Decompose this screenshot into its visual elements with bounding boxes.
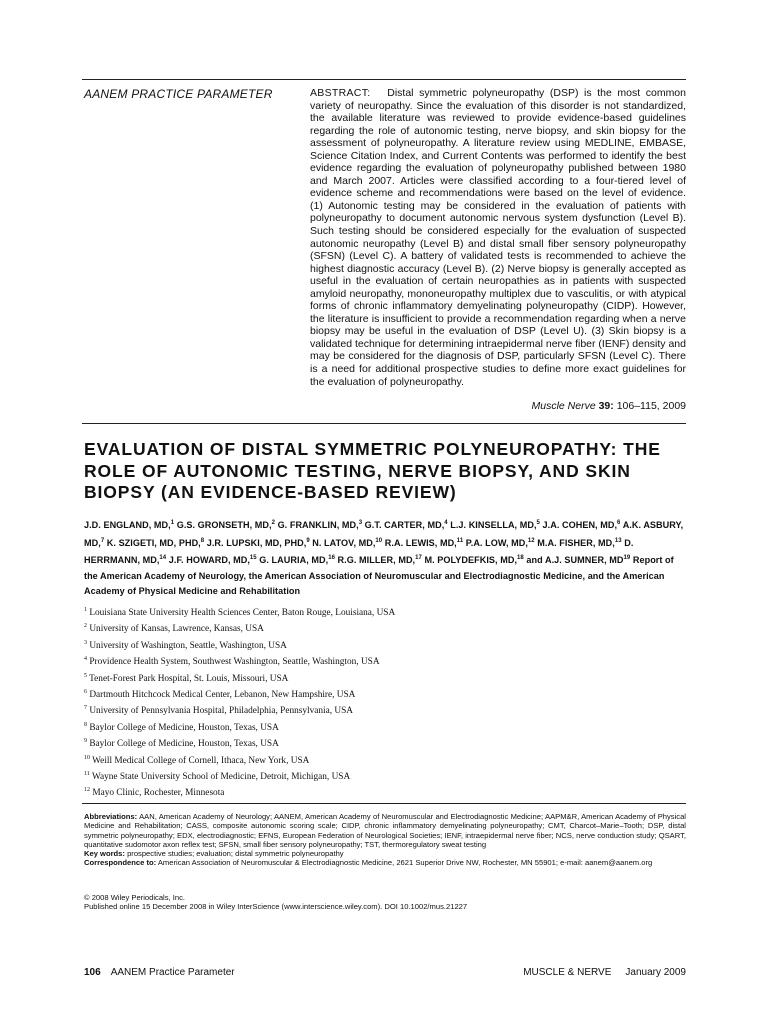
affiliation-text: Wayne State University School of Medicine, Detroit, Michigan, USA	[91, 772, 351, 782]
affiliation-number: 7	[84, 705, 87, 712]
affiliation-number: 2	[84, 623, 87, 630]
author-name: G. FRANKLIN, MD,	[277, 520, 359, 531]
affiliation-item	[84, 653, 584, 669]
author-affiliation-mark: 15	[249, 555, 257, 562]
correspondence-text: American Association of Neuromuscular & Electrodiagnostic Medicine, 2621 Superior Drive NW, Rochester, MN 55901; e-mail: aanem@aanem.org	[157, 858, 653, 868]
copyright: © 2008 Wiley Periodicals, Inc.	[84, 893, 185, 902]
author-affiliation-mark: 5	[536, 520, 540, 526]
citation-volume: 39:	[598, 400, 614, 412]
author-name: R.A. LEWIS, MD,	[384, 537, 457, 548]
author-affiliation-mark: 13	[614, 537, 622, 544]
affiliation-number: 5	[84, 672, 87, 679]
author-affiliation-mark: 8	[200, 537, 205, 544]
middle-rule	[82, 423, 686, 424]
author-affiliation-mark: 6	[617, 520, 621, 526]
publication-info	[84, 893, 686, 912]
affiliation-text: Tenet-Forest Park Hospital, St. Louis, Missouri, USA	[89, 673, 289, 684]
abbreviations-block	[84, 812, 686, 868]
affiliation-number: 8	[84, 721, 87, 728]
affiliation-item	[84, 735, 584, 751]
abstract-text: Distal symmetric polyneuropathy (DSP) is the most common variety of neuropathy. Since the evaluation of this disorder is not standardized, the available literature was reviewed to provide evidence-based guidelines regarding the role of autonomic testing, nerve biopsy, and skin biopsy for the assessment of polyneuropathy. A literature review using MEDLINE, EMBASE, Science Citation Index, and Current Contents was performed to identify the best evidence regarding the evaluation of polyneuropathy published between 1980 and March 2007. Articles were classified according to a four-tiered level of evidence scheme and recommendations were based on the level of evidence. (1) Autonomic testing may be considered in the evaluation of patients with polyneuropathy to document autonomic nervous system dysfunction (Level B). Such testing should be considered especially for the evaluation of suspected autonomic neuropathy (Level B) and distal small fiber sensory polyneuropathy (SFSN) (Level C). A battery of validated tests is recommended to achieve the highest diagnostic accuracy (Level B). (2) Nerve biopsy is generally accepted as useful in the evaluation of certain neuropathies as in patients with suspected amyloid neuropathy, mononeuropathy multiplex due to vasculitis, or with atypical forms of chronic inflammatory demyelinating polyneuropathy (CIDP). However, the literature is insufficient to provide a recommendation regarding when a nerve biopsy may be useful in the evaluation of DSP (Level U). (3) Skin biopsy is a validated technique for determining intraepidermal nerve fiber (IENF) density and may be considered for the diagnosis of DSP, particularly SFSN (Level C). There is a need for additional prospective studies to define more exact guidelines for the evaluation of polyneuropathy.	[310, 87, 686, 388]
affiliation-number: 1	[84, 607, 87, 613]
author-affiliation-mark: 3	[358, 520, 363, 526]
affiliation-item	[84, 752, 584, 768]
author-name: L.J. KINSELLA, MD,	[450, 520, 537, 531]
author-name: J.D. ENGLAND, MD,	[84, 520, 171, 531]
affiliation-text: Dartmouth Hitchcock Medical Center, Lebanon, New Hampshire, USA	[89, 690, 356, 701]
author-affiliation-mark: 18	[517, 555, 524, 562]
affiliation-item	[84, 686, 584, 702]
abbreviations-label: Abbreviations:	[84, 812, 138, 821]
author-affiliation-mark: 14	[159, 555, 167, 562]
author-name: A.K. ASBURY, MD,	[84, 520, 684, 548]
author-affiliation-mark: 4	[444, 520, 448, 526]
affiliation-text: Providence Health System, Southwest Washington, Seattle, Washington, USA	[89, 657, 380, 668]
affiliation-item	[84, 620, 584, 636]
author-name: R.G. MILLER, MD,	[337, 555, 416, 566]
author-name: D. HERRMANN, MD,	[84, 537, 634, 566]
author-name: J.F. HOWARD, MD,	[168, 555, 250, 566]
affiliation-item	[84, 604, 584, 620]
author-affiliation-mark: 19	[623, 555, 631, 562]
author-name: P.A. LOW, MD,	[465, 537, 528, 548]
author-affiliation-mark: 16	[328, 555, 335, 562]
affiliation-item	[84, 784, 584, 800]
affiliation-text: University of Pennsylvania Hospital, Philadelphia, Pennsylvania, USA	[89, 706, 353, 717]
affiliation-text: University of Washington, Seattle, Washington, USA	[89, 640, 287, 651]
footer-journal: MUSCLE & NERVE	[523, 967, 612, 978]
affiliation-list	[84, 604, 584, 801]
author-affiliation-mark: 11	[456, 537, 464, 544]
author-affiliation-mark: 7	[100, 537, 105, 544]
published-online: Published online 15 December 2008 in Wiley InterScience (www.interscience.wiley.com). DOI 10.1002/mus.21227	[84, 902, 468, 912]
keywords-label: Key words:	[84, 849, 125, 859]
affiliation-text: Weill Medical College of Cornell, Ithaca, New York, USA	[92, 755, 310, 766]
affiliation-number: 4	[84, 656, 87, 663]
abstract	[310, 87, 686, 388]
paper-title: EVALUATION OF DISTAL SYMMETRIC POLYNEUROPATHY: THE ROLE OF AUTONOMIC TESTING, NERVE BIOPSY, AND SKIN BIOPSY (AN EVIDENCE-BASED REVIEW)	[84, 439, 661, 502]
author-name: K. SZIGETI, MD, PHD,	[106, 537, 201, 548]
section-label: AANEM PRACTICE PARAMETER	[84, 87, 273, 101]
author-affiliation-mark: 10	[375, 537, 383, 544]
correspondence-label: Correspondence to:	[84, 858, 157, 868]
keywords-text: prospective studies; evaluation; distal symmetric polyneuropathy	[127, 849, 344, 859]
author-affiliation-mark: 12	[527, 537, 535, 544]
affiliation-text: Baylor College of Medicine, Houston, Texas, USA	[89, 739, 279, 750]
authors-report: Report of the American Academy of Neurology, the American Association of Neuromuscular and Electrodiagnostic Medicine, and the American Academy of Physical Medicine and Rehabilitation	[84, 555, 674, 597]
affiliation-number: 9	[84, 738, 87, 745]
footer-section: AANEM Practice Parameter	[110, 967, 235, 978]
affiliation-number: 12	[84, 787, 90, 794]
affiliation-number: 11	[84, 770, 90, 777]
author-affiliation-mark: 2	[271, 520, 275, 526]
author-list	[84, 516, 688, 600]
affiliation-item	[84, 702, 584, 718]
citation-pages: 106–115, 2009	[616, 400, 686, 412]
author-affiliation-mark: 17	[415, 555, 422, 562]
citation	[531, 400, 686, 412]
affiliation-item	[84, 670, 584, 686]
author-name: M. POLYDEFKIS, MD,	[424, 555, 518, 566]
author-affiliation-mark: 9	[306, 537, 310, 544]
affiliation-number: 10	[84, 754, 90, 761]
page-number: 106	[84, 967, 101, 978]
top-rule	[82, 79, 686, 80]
affiliation-number: 3	[84, 639, 87, 646]
affiliation-text: Mayo Clinic, Rochester, Minnesota	[92, 788, 225, 799]
affiliation-item	[84, 637, 584, 653]
author-name: G.S. GRONSETH, MD,	[176, 520, 272, 531]
author-affiliation-mark: 1	[170, 520, 175, 526]
affiliation-item	[84, 719, 584, 735]
author-name: G. LAURIA, MD,	[259, 555, 329, 566]
footer-date: January 2009	[625, 967, 686, 978]
author-name: J.R. LUPSKI, MD, PHD,	[206, 537, 307, 548]
author-name: J.A. COHEN, MD,	[542, 520, 618, 531]
affiliation-text: Louisiana State University Health Sciences Center, Baton Rouge, Louisiana, USA	[89, 608, 396, 619]
footnote-rule	[82, 803, 686, 804]
affiliation-number: 6	[84, 688, 87, 695]
abbreviations-text: AAN, American Academy of Neurology; AANEM, American Academy of Neuromuscular and Electrodiagnostic Medicine; AAPM&R, American Academy of Physical Medicine and Rehabilitation; CASS, composite autonomic scoring scale; CIDP, chronic inflammatory demyelinating polyneuropathy; CMT, Charcot–Marie–Tooth; DSP, distal symmetric polyneuropathy; EDX, electrodiagnostic; EFNS, European Federation of Neurological Societies; IENF, intraepidermal nerve fiber; NCS, nerve conduction study; QSART, quantitative sudomotor axon reflex test; SFSN, small fiber sensory polyneuropathy; TST, thermoregulatory sweat testing	[84, 812, 686, 849]
citation-journal: Muscle Nerve	[531, 400, 596, 412]
abstract-lead: ABSTRACT:	[310, 87, 371, 99]
author-name: N. LATOV, MD,	[312, 537, 376, 548]
author-name: M.A. FISHER, MD,	[537, 537, 615, 548]
page-footer	[84, 967, 686, 978]
affiliation-item	[84, 768, 584, 784]
affiliation-text: Baylor College of Medicine, Houston, Texas, USA	[89, 722, 279, 733]
author-name: and A.J. SUMNER, MD	[526, 555, 624, 566]
affiliation-text: University of Kansas, Lawrence, Kansas, USA	[89, 624, 264, 635]
author-name: G.T. CARTER, MD,	[364, 520, 445, 531]
